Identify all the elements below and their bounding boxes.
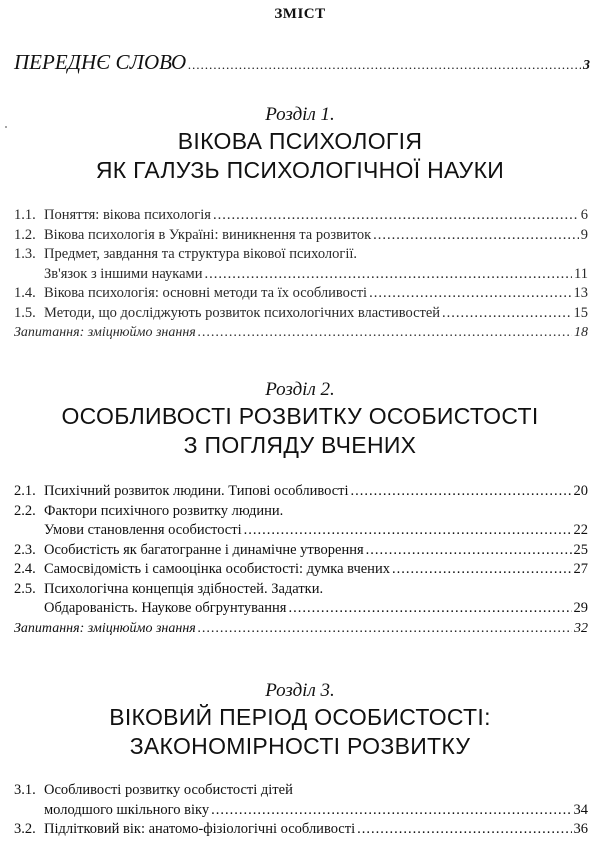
entry-page: 22 xyxy=(573,522,588,538)
entry-page: 25 xyxy=(573,541,588,558)
entry-page: 15 xyxy=(573,304,588,321)
dot-leader xyxy=(357,820,571,840)
entry-number: 2.3. xyxy=(14,541,36,558)
entry-page: 11 xyxy=(574,265,588,282)
section-2 xyxy=(0,378,600,460)
toc-entry-2-2-continued[interactable] xyxy=(14,521,588,541)
entry-number: 2.2. xyxy=(14,502,36,519)
entry-title: Методи, що досліджують розвиток психологічних властивостей xyxy=(44,304,441,321)
dot-leader xyxy=(369,284,571,304)
section-1-title xyxy=(0,127,600,185)
entry-title: Вікова психологія в Україні: виникнення та розвиток xyxy=(44,226,372,243)
dot-leader xyxy=(442,304,571,324)
toc-entry-1-3[interactable] xyxy=(14,245,588,265)
entry-title: Предмет, завдання та структура вікової психології. xyxy=(44,246,358,262)
toc-entry-1-3-continued[interactable] xyxy=(14,265,588,285)
entry-title: Особливості розвитку особистості дітей xyxy=(44,782,293,798)
toc-entry-1-5[interactable] xyxy=(14,304,588,324)
dot-leader xyxy=(351,482,572,502)
entry-page: 9 xyxy=(580,226,588,243)
entry-number: 3.2. xyxy=(14,821,36,837)
entry-number: 1.3. xyxy=(14,246,36,262)
toc-entry-2-3[interactable] xyxy=(14,541,588,561)
section-2-title-line-2: З ПОГЛЯДУ ВЧЕНИХ xyxy=(183,432,417,458)
section-2-title-line-1: ОСОБЛИВОСТІ РОЗВИТКУ ОСОБИСТОСТІ xyxy=(61,403,539,429)
entry-number: 2.5. xyxy=(14,580,36,597)
entry-title: Поняття: вікова психологія xyxy=(44,207,211,223)
section-2-label: Розділ 2. xyxy=(265,379,335,400)
toc-entry-2-5-continued[interactable] xyxy=(14,599,588,619)
entry-title: Психічний розвиток людини. Типові особливості xyxy=(44,483,349,499)
dot-leader xyxy=(211,801,571,821)
toc-entry-1-2[interactable] xyxy=(14,226,588,246)
section-1-title-line-2: ЯК ГАЛУЗЬ ПСИХОЛОГІЧНОЇ НАУКИ xyxy=(95,157,505,183)
entry-title-continued: молодшого шкільного віку xyxy=(44,801,210,818)
entry-page: 34 xyxy=(573,801,588,818)
toc-entry-3-1[interactable] xyxy=(14,781,588,801)
entry-title: Підлітковий вік: анатомо-фізіологічні особливості xyxy=(44,821,356,837)
entry-number: 1.2. xyxy=(14,226,36,243)
entry-number: 2.1. xyxy=(14,483,36,499)
entry-title-continued: Обдарованість. Наукове обгрунтування xyxy=(44,600,287,616)
entry-title: Вікова психологія: основні методи та їх особливості xyxy=(44,285,368,301)
section-2-title xyxy=(0,402,600,460)
dot-leader xyxy=(244,521,572,541)
dot-leader xyxy=(188,57,581,73)
section-2-entries xyxy=(14,482,588,638)
toc-entry-2-4[interactable] xyxy=(14,560,588,580)
entry-title: Психологічна концепція здібностей. Задатки. xyxy=(44,580,324,597)
dot-leader xyxy=(373,226,579,246)
entry-title-continued: Умови становлення особистості xyxy=(44,522,242,538)
entry-number: 2.4. xyxy=(14,561,36,577)
toc-entry-1-1[interactable] xyxy=(14,206,588,226)
section-1-label: Розділ 1. xyxy=(265,104,335,125)
toc-entry-3-2[interactable] xyxy=(14,820,588,840)
toc-entry-3-1-continued[interactable] xyxy=(14,801,588,821)
dot-leader xyxy=(205,265,573,285)
section-1-title-line-1: ВІКОВА ПСИХОЛОГІЯ xyxy=(177,128,423,154)
toc-entry-2-5[interactable] xyxy=(14,580,588,600)
dot-leader xyxy=(392,560,572,580)
entry-page: 36 xyxy=(573,821,588,837)
foreword-entry[interactable] xyxy=(14,50,590,75)
section-1-entries xyxy=(14,206,588,343)
toc-entry-1-questions[interactable] xyxy=(14,323,588,343)
dot-leader xyxy=(366,541,572,561)
entry-page: 18 xyxy=(574,325,588,340)
entry-page: 6 xyxy=(580,207,588,223)
contents-heading: ЗМІСТ xyxy=(274,6,326,22)
entry-title: Особистість як багатогранне і динамічне утворення xyxy=(44,541,364,558)
entry-number: 1.4. xyxy=(14,285,36,301)
entry-title: Запитання: зміцнюймо знання xyxy=(14,325,196,340)
entry-page: 32 xyxy=(574,620,588,636)
section-1 xyxy=(0,103,600,185)
entry-page: 20 xyxy=(573,483,588,499)
entry-page: 13 xyxy=(573,285,588,301)
dot-leader xyxy=(198,323,572,343)
entry-number: 1.1. xyxy=(14,207,36,223)
toc-entry-1-4[interactable] xyxy=(14,284,588,304)
entry-page: 29 xyxy=(573,600,588,616)
dot-leader xyxy=(198,619,572,639)
entry-title-continued: Зв'язок з іншими науками xyxy=(44,265,203,282)
toc-entry-2-1[interactable] xyxy=(14,482,588,502)
dot-leader xyxy=(213,206,579,226)
section-3-label: Розділ 3. xyxy=(265,680,335,701)
entry-page: 27 xyxy=(573,561,588,577)
entry-number: 3.1. xyxy=(14,782,36,798)
toc-entry-2-questions[interactable] xyxy=(14,619,588,639)
section-3-title xyxy=(0,703,600,761)
entry-number: 1.5. xyxy=(14,304,36,321)
dot-leader xyxy=(288,599,571,619)
entry-title: Запитання: зміцнюймо знання xyxy=(14,620,196,636)
foreword-page: 3 xyxy=(583,58,590,73)
foreword-title: ПЕРЕДНЄ СЛОВО xyxy=(14,50,187,74)
toc-entry-2-2[interactable] xyxy=(14,502,588,522)
section-3-title-line-1: ВІКОВИЙ ПЕРІОД ОСОБИСТОСТІ: xyxy=(109,704,491,730)
section-3-title-line-2: ЗАКОНОМІРНОСТІ РОЗВИТКУ xyxy=(129,733,471,759)
section-3 xyxy=(0,679,600,761)
entry-title: Фактори психічного розвитку людини. xyxy=(44,502,284,519)
entry-title: Самосвідомість і самооцінка особистості: думка вчених xyxy=(44,561,390,577)
section-3-entries xyxy=(14,781,588,840)
